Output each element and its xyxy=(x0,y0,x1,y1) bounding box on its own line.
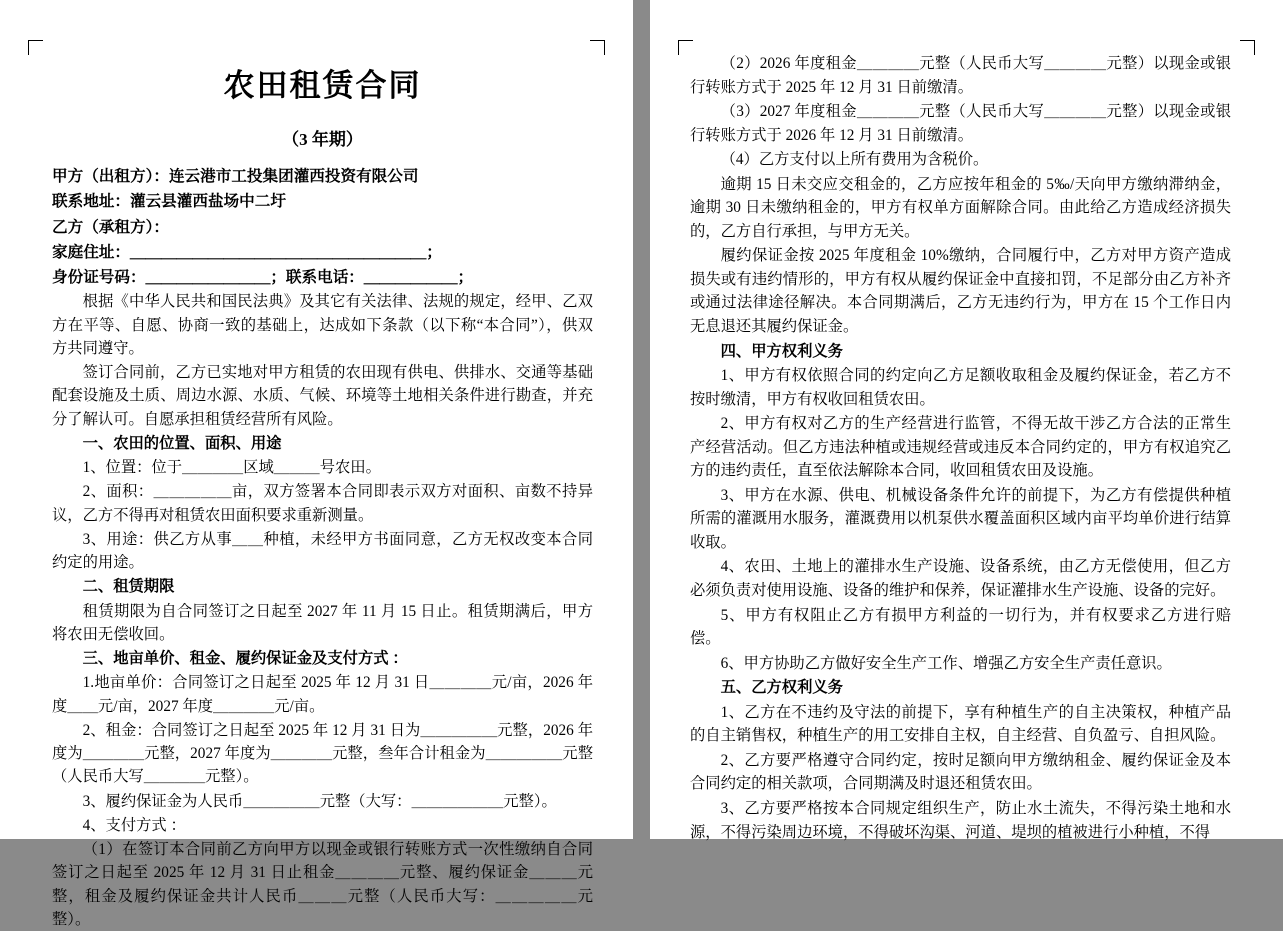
paragraph-survey: 签订合同前，乙方已实地对甲方租赁的农田现有供电、供排水、交通等基础配套设施及土质、周边水源、水质、气候、环境等土地相关条件进行勘查，并充分了解认可。自愿承担租赁经营所有风险。 xyxy=(52,364,593,428)
section-4-item-4: 4、农田、土地上的灌排水生产设施、设备系统，由乙方无偿使用，但乙方必须负责对使用设施、设备的维护和保养，保证灌排水生产设施、设备的完好。 xyxy=(690,558,1231,600)
payment-item-4: （4）乙方支付以上所有费用为含税价。 xyxy=(720,151,989,169)
section-4-item-2: 2、甲方有权对乙方的生产经营进行监管，不得无故干涉乙方合法的正常生产经营活动。但乙方违法种植或违规经营或违反本合同约定的，甲方有权追究乙方的违约责任，直至依法解除本合同，收回租赁农田及设施。 xyxy=(690,415,1231,480)
section-5-item-1: 1、乙方在不违约及守法的前提下，享有种植生产的自主决策权，种植产品的自主销售权，种植生产的用工安排自主权，自主经营、自负盈亏、自担风险。 xyxy=(690,703,1231,745)
section-4-item-3: 3、甲方在水源、供电、机械设备条件允许的前提下，为乙方有偿提供种植所需的灌溉用水服务，灌溉费用以机泵供水覆盖面积区域内亩平均单价进行结算收取。 xyxy=(690,486,1231,551)
page-right xyxy=(650,0,1283,839)
section-3-item-4: 4、支付方式 ： xyxy=(82,816,186,834)
party-line-a: 甲方（出租方）：连云港市工投集团灌西投资有限公司 xyxy=(52,168,419,185)
section-5-item-2: 2、乙方要严格遵守合同约定，按时足额向甲方缴纳租金、履约保证金及本合同约定的相关款项，合同期满及时退还租赁农田。 xyxy=(690,751,1231,793)
section-1-item-2: 2、面积：＿＿＿＿＿亩，双方签署本合同即表示双方对面积、亩数不持异议，乙方不得再对租赁农田面积要求重新测量。 xyxy=(52,483,593,524)
page-subtitle: （3 年期） xyxy=(282,130,363,149)
section-4-item-5: 5、甲方有权阻止乙方有损甲方利益的一切行为，并有权要求乙方进行赔偿。 xyxy=(690,606,1231,648)
section-4-item-6: 6、甲方协助乙方做好安全生产工作、增强乙方安全生产责任意识。 xyxy=(720,654,1172,672)
section-5-item-3: 3、乙方要严格按本合同规定组织生产，防止水土流失，不得污染土地和水源，不得污染周边环境，不得破坏沟渠、河道、堤坝的植被进行小种植，不得 xyxy=(690,799,1231,841)
section-1-item-3: 3、用途：供乙方从事＿＿种植，未经甲方书面同意，乙方无权改变本合同约定的用途。 xyxy=(52,530,593,571)
section-heading-5: 五、乙方权利义务 xyxy=(720,679,843,697)
crop-mark-top-right-2 xyxy=(1240,40,1255,55)
paragraph-basis: 根据《中华人民共和国民法典》及其它有关法律、法规的规定，经甲、乙双方在平等、自愿、协商一致的基础上，达成如下条款（以下称“本合同”），供双方共同遵守。 xyxy=(52,293,593,357)
section-4-item-1: 1、甲方有权依照合同的约定向乙方足额收取租金及履约保证金，若乙方不按时缴清，甲方有权收回租赁农田。 xyxy=(690,367,1231,408)
section-heading-2: 二、租赁期限 xyxy=(82,578,175,596)
section-1-item-1: 1、位置：位于＿＿＿＿区域＿＿＿号农田。 xyxy=(82,459,381,476)
page-title: 农田租赁合同 xyxy=(223,68,422,103)
crop-mark-top-left xyxy=(28,40,43,55)
section-3-item-2: 2、租金：合同签订之日起至 2025 年 12 月 31 日为＿＿＿＿＿元整，2026 年度为＿＿＿＿元整，2027 年度为＿＿＿＿元整，叁年合计租金为＿＿＿＿＿元整（人民币大写＿＿＿＿元整）。 xyxy=(52,721,593,786)
section-heading-1: 一、农田的位置、面积、用途 xyxy=(82,434,282,452)
payment-item-2: （2）2026 年度租金＿＿＿＿元整（人民币大写＿＿＿＿元整）以现金或银行转账方式于 2025 年 12 月 31 日前缴清。 xyxy=(690,55,1231,96)
page-left xyxy=(0,0,633,928)
party-id-phone: 身份证号码：＿＿＿＿＿＿＿＿；联系电话：＿＿＿＿＿＿； xyxy=(52,269,474,286)
party-address-a: 联系地址：灌云县灌西盐场中二圩 xyxy=(52,193,286,211)
party-home-address: 家庭住址：＿＿＿＿＿＿＿＿＿＿＿＿＿＿＿＿＿＿＿； xyxy=(52,243,442,261)
section-3-item-3: 3、履约保证金为人民币＿＿＿＿＿元整（大写：＿＿＿＿＿＿元整）。 xyxy=(82,792,557,810)
section-heading-4: 四、甲方权利义务 xyxy=(720,342,843,360)
payment-item-3: （3）2027 年度租金＿＿＿＿元整（人民币大写＿＿＿＿元整）以现金或银行转账方式于 2026 年 12 月 31 日前缴清。 xyxy=(690,103,1231,144)
section-heading-3: 三、地亩单价、租金、履约保证金及支付方式 ： xyxy=(82,650,408,667)
section-2-item-1: 租赁期限为自合同签订之日起至 2027 年 11 月 15 日止。租赁期满后，甲方将农田无偿收回。 xyxy=(52,602,593,643)
section-3-item-5: （1）在签订本合同前乙方向甲方以现金或银行转账方式一次性缴纳自合同签订之日起至 2025 年 12 月 31 日止租金＿＿＿＿元整、履约保证金＿＿＿元整，租金及履约保证金共计人民币＿＿＿元整（人民币大写：＿＿＿＿＿元整）。 xyxy=(52,841,593,928)
section-3-item-1: 1.地亩单价：合同签订之日起至 2025 年 12 月 31 日＿＿＿＿元/亩，2026 年度＿＿元/亩，2027 年度＿＿＿＿元/亩。 xyxy=(52,674,593,715)
crop-mark-top-right xyxy=(590,40,605,55)
party-line-b: 乙方（承租方）： xyxy=(52,218,169,236)
paragraph-late-fee: 逾期 15 日未交应交租金的，乙方应按年租金的 5‰/天向甲方缴纳滞纳金，逾期 30 日未缴纳租金的，甲方有权单方面解除合同。由此给乙方造成经济损失的，乙方自行承担，与甲方无关。 xyxy=(690,175,1231,240)
paragraph-deposit: 履约保证金按 2025 年度租金 10%缴纳，合同履行中，乙方对甲方资产造成损失或有违约情形的，甲方有权从履约保证金中直接扣罚，不足部分由乙方补齐或通过法律途径解决。本合同期满后，乙方无违约行为，甲方在 15 个工作日内无息退还其履约保证金。 xyxy=(690,247,1231,336)
crop-mark-top-left-2 xyxy=(678,40,693,55)
